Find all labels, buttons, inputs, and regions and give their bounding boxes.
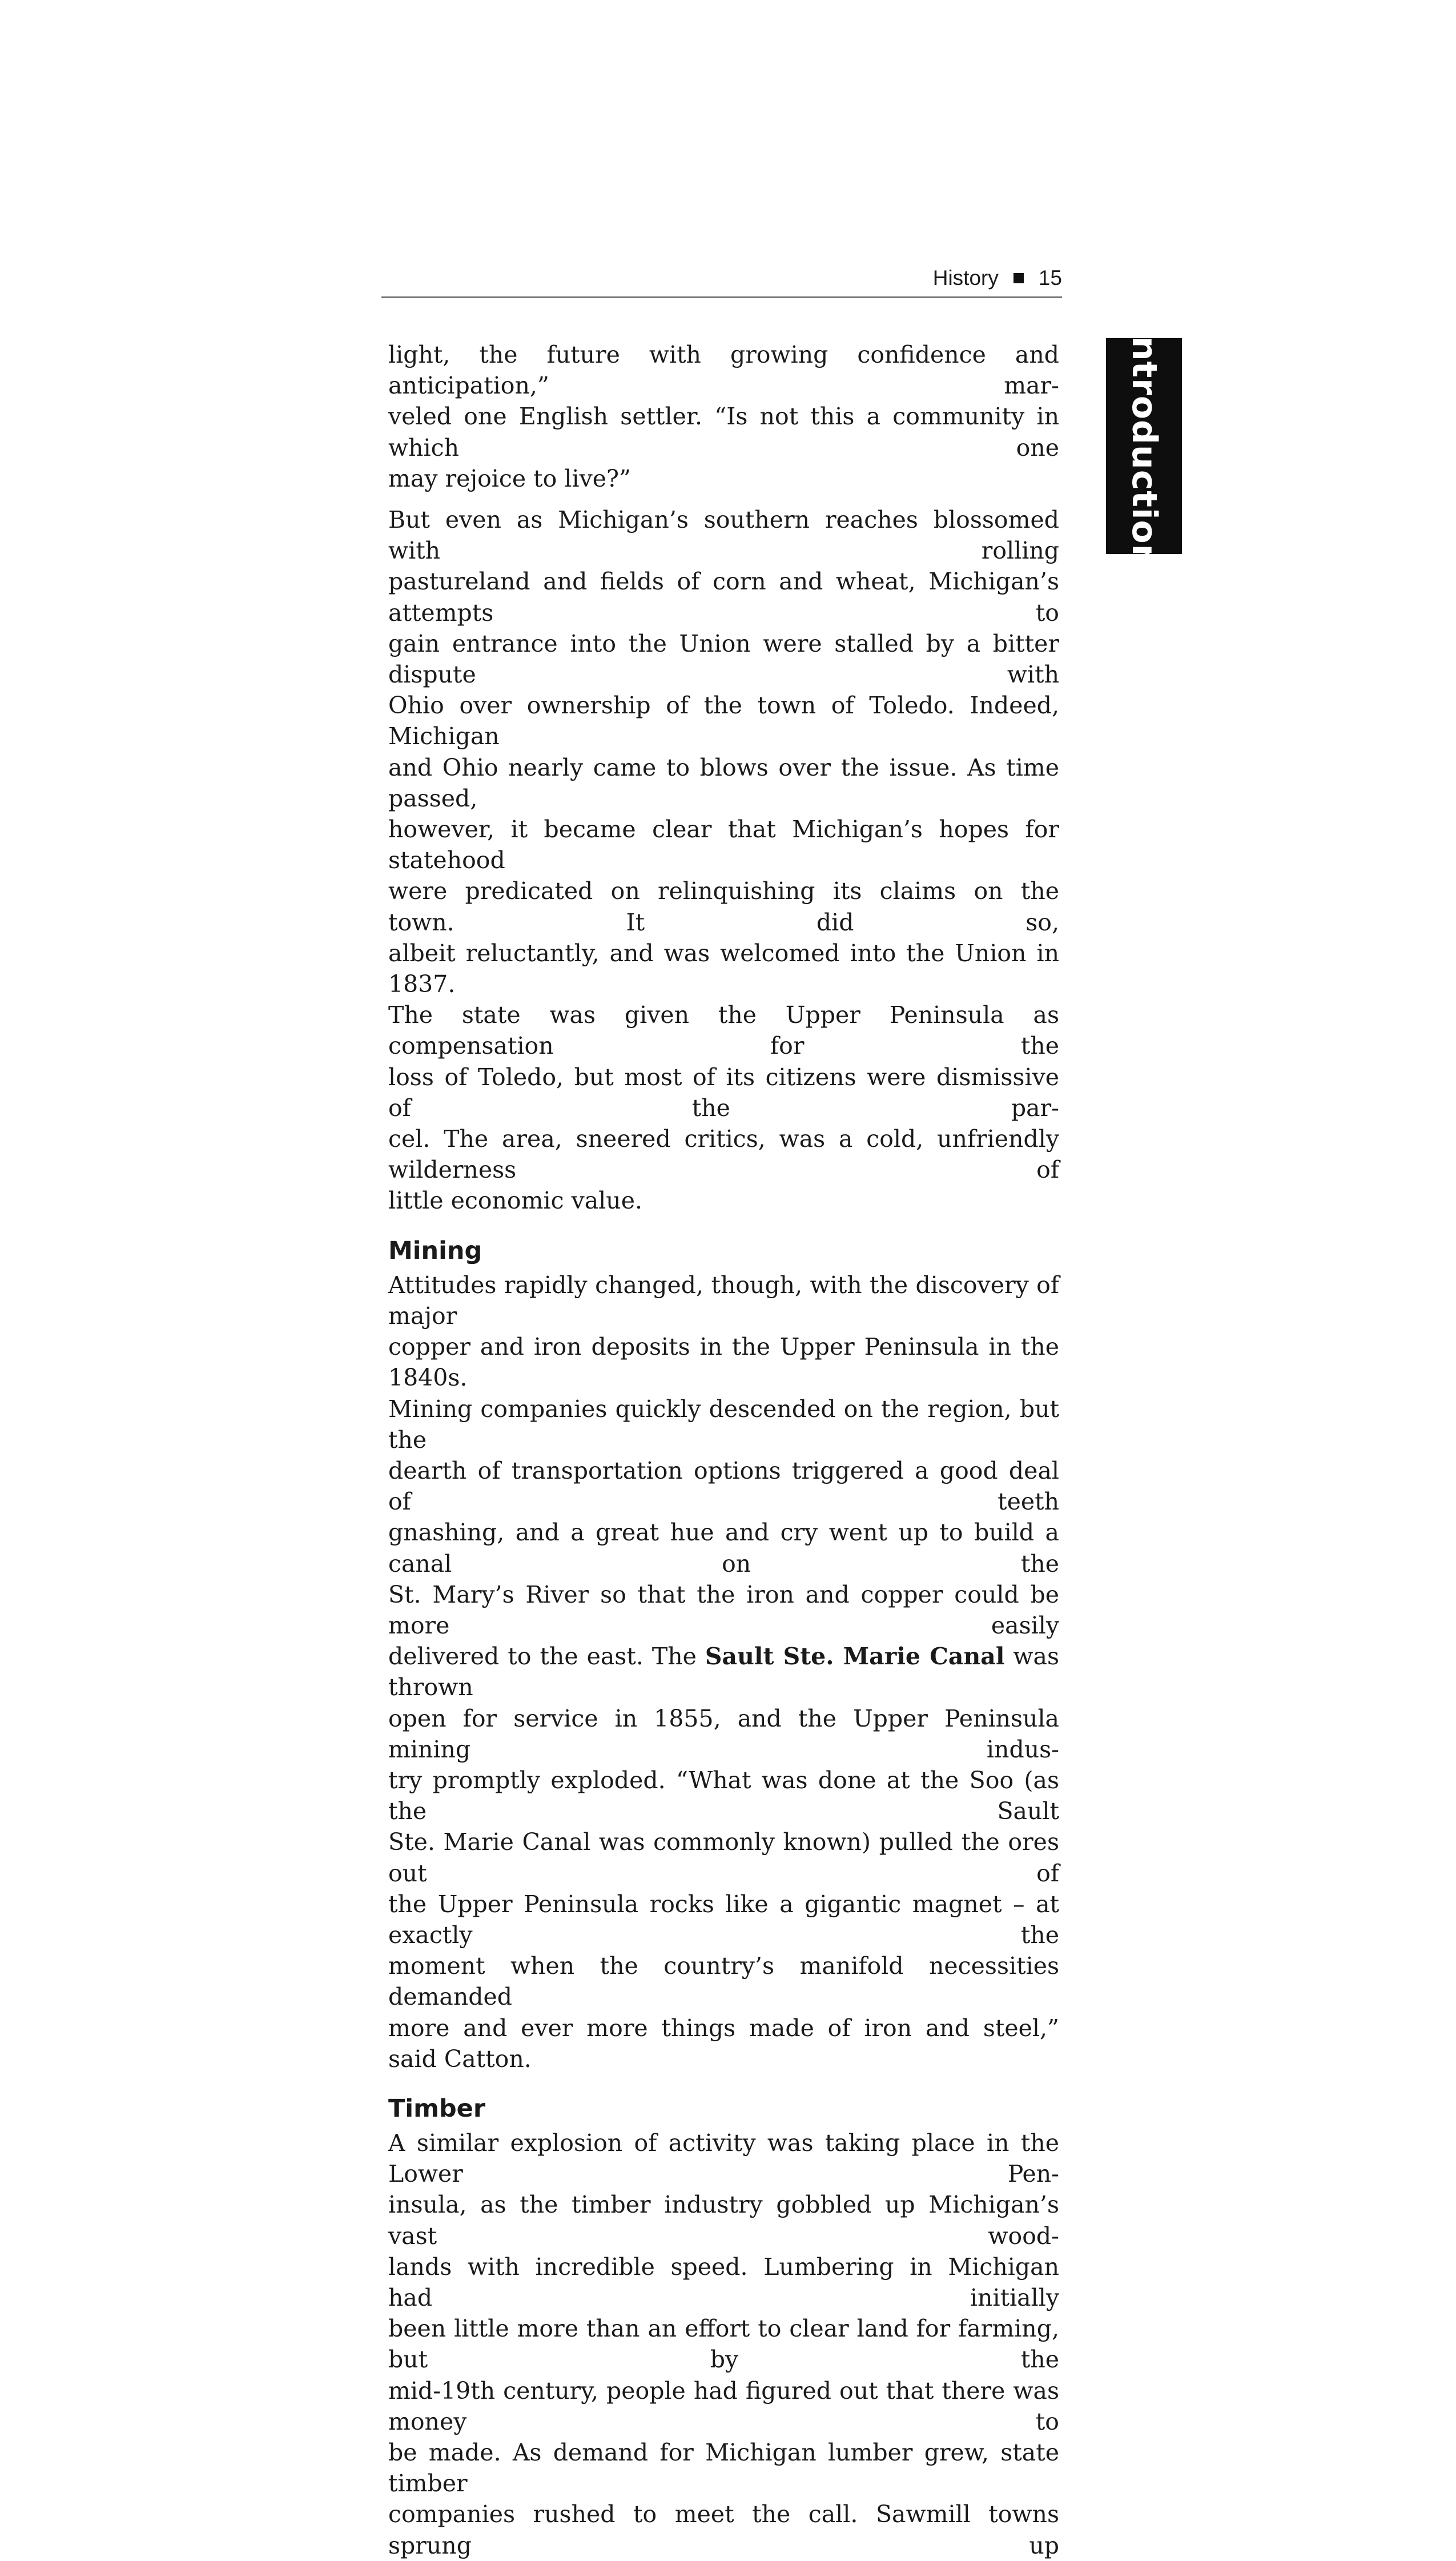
text-line: Ohio over ownership of the town of Toledo. Indeed, Michigan [388,692,1059,750]
text-line: albeit reluctantly, and was welcomed into the Union in 1837. [388,939,1059,998]
text-line: open for service in 1855, and the Upper Peninsula mining indus- [388,1704,1059,1763]
text-line: moment when the country’s manifold necessities demanded [388,1952,1059,2011]
text-line: Mining companies quickly descended on the region, but the [388,1395,1059,1454]
paragraph-statehood [388,504,1059,1217]
text-line: and Ohio nearly came to blows over the issue. As time passed, [388,753,1059,812]
paragraph-timber [388,2128,1059,2561]
paragraph-continued [388,339,1059,494]
text-line: gain entrance into the Union were stalled by a bitter dispute with [388,629,1059,689]
text-line-canal [388,1641,1059,1703]
text-line: pastureland and fields of corn and wheat, Michigan’s attempts to [388,568,1059,627]
text-line: The state was given the Upper Peninsula as compensation for the [388,1001,1059,1060]
paragraph-mining [388,1270,1059,2074]
canal-name: Sault Ste. Marie Canal [705,1643,1005,1671]
text-line: mid-19th century, people had figured out that there was money to [388,2377,1059,2435]
text-line: lands with incredible speed. Lumbering in Michigan had initially [388,2253,1059,2311]
text-line: the Upper Peninsula rocks like a gigantic magnet – at exactly the [388,1890,1059,1949]
running-head [381,264,1062,298]
text-line: try promptly exploded. “What was done at the Soo (as the Sault [388,1766,1059,1825]
text-line: be made. As demand for Michigan lumber grew, state timber [388,2439,1059,2498]
text-line: companies rushed to meet the call. Sawmill towns sprung up [388,2500,1059,2559]
square-bullet-icon [1013,273,1024,283]
text-line: were predicated on relinquishing its claims on the town. It did so, [388,877,1059,936]
section-heading-mining: Mining [388,1236,482,1265]
text-line: may rejoice to live?” [388,464,631,492]
section-heading-timber: Timber [388,2094,486,2123]
thumb-tab-label: Introduction [1124,323,1164,569]
text-line: more and ever more things made of iron and steel,” said Catton. [388,2014,1059,2073]
text-line: insula, as the timber industry gobbled up Michigan’s vast wood- [388,2191,1059,2250]
text-line: St. Mary’s River so that the iron and copper could be more easily [388,1580,1059,1639]
text-line: But even as Michigan’s southern reaches blossomed with rolling [388,506,1059,565]
text-line: been little more than an effort to clear land for farming, but by the [388,2315,1059,2374]
text-fragment: was thrown [388,1643,1059,1701]
text-line: A similar explosion of activity was taking place in the Lower Pen- [388,2129,1059,2188]
text-fragment: delivered to the east. The [388,1643,705,1671]
text-line: loss of Toledo, but most of its citizens were dismissive of the par- [388,1063,1059,1122]
text-line: gnashing, and a great hue and cry went up to build a canal on the [388,1519,1059,1577]
text-line: little economic value. [388,1187,642,1215]
page-number: 15 [1038,266,1062,290]
text-line: however, it became clear that Michigan’s hopes for statehood [388,816,1059,874]
text-line: Attitudes rapidly changed, though, with the discovery of major [388,1271,1059,1330]
body-text [388,339,1059,2561]
text-line: copper and iron deposits in the Upper Peninsula in the 1840s. [388,1333,1059,1392]
text-line: cel. The area, sneered critics, was a cold, unfriendly wilderness of [388,1125,1059,1184]
section-thumb-tab [1106,323,1182,569]
text-line: light, the future with growing confidence and anticipation,” mar- [388,341,1059,400]
text-line: veled one English settler. “Is not this a community in which one [388,403,1059,461]
running-head-section: History [932,266,999,290]
text-line: Ste. Marie Canal was commonly known) pulled the ores out of [388,1828,1059,1887]
text-line: dearth of transportation options triggered a good deal of teeth [388,1456,1059,1516]
